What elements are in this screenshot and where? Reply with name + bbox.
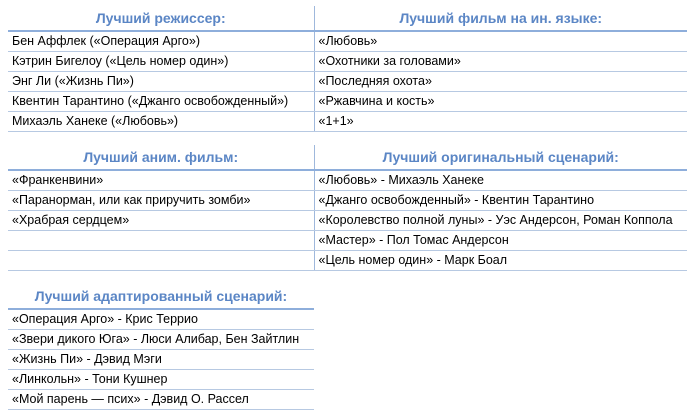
foreign-film-nominee: «Любовь» xyxy=(314,31,687,52)
foreign-film-nominee: «Охотники за головами» xyxy=(314,52,687,72)
best-foreign-film-header: Лучший фильм на ин. языке: xyxy=(314,6,687,31)
director-nominee: Михаэль Ханеке («Любовь») xyxy=(8,112,314,132)
original-screenplay-nominee: «Мастер» - Пол Томас Андерсон xyxy=(314,231,687,251)
animated-nominee: «Паранорман, или как приручить зомби» xyxy=(8,191,314,211)
nominations-table-middle xyxy=(8,145,687,271)
best-animated-header: Лучший аним. фильм: xyxy=(8,145,314,170)
director-nominee: Кэтрин Бигелоу («Цель номер один») xyxy=(8,52,314,72)
director-nominee: Квентин Тарантино («Джанго освобожденный») xyxy=(8,92,314,112)
original-screenplay-nominee: «Королевство полной луны» - Уэс Андерсон, Роман Коппола xyxy=(314,211,687,231)
empty-cell xyxy=(8,251,314,271)
original-screenplay-nominee: «Любовь» - Михаэль Ханеке xyxy=(314,170,687,191)
animated-nominee: «Франкенвини» xyxy=(8,170,314,191)
adapted-screenplay-nominee: «Мой парень — псих» - Дэвид О. Рассел xyxy=(8,390,314,410)
foreign-film-nominee: «1+1» xyxy=(314,112,687,132)
best-director-header: Лучший режиссер: xyxy=(8,6,314,31)
nominations-table-top xyxy=(8,6,687,132)
original-screenplay-nominee: «Цель номер один» - Марк Боал xyxy=(314,251,687,271)
original-screenplay-nominee: «Джанго освобожденный» - Квентин Тарантино xyxy=(314,191,687,211)
director-nominee: Бен Аффлек («Операция Арго») xyxy=(8,31,314,52)
nominations-table-bottom xyxy=(8,284,314,410)
foreign-film-nominee: «Последняя охота» xyxy=(314,72,687,92)
adapted-screenplay-nominee: «Жизнь Пи» - Дэвид Мэги xyxy=(8,350,314,370)
best-original-screenplay-header: Лучший оригинальный сценарий: xyxy=(314,145,687,170)
animated-nominee: «Храбрая сердцем» xyxy=(8,211,314,231)
foreign-film-nominee: «Ржавчина и кость» xyxy=(314,92,687,112)
adapted-screenplay-nominee: «Звери дикого Юга» - Люси Алибар, Бен Зайтлин xyxy=(8,330,314,350)
empty-cell xyxy=(8,231,314,251)
director-nominee: Энг Ли («Жизнь Пи») xyxy=(8,72,314,92)
best-adapted-screenplay-header: Лучший адаптированный сценарий: xyxy=(8,284,314,309)
adapted-screenplay-nominee: «Линкольн» - Тони Кушнер xyxy=(8,370,314,390)
adapted-screenplay-nominee: «Операция Арго» - Крис Террио xyxy=(8,309,314,330)
